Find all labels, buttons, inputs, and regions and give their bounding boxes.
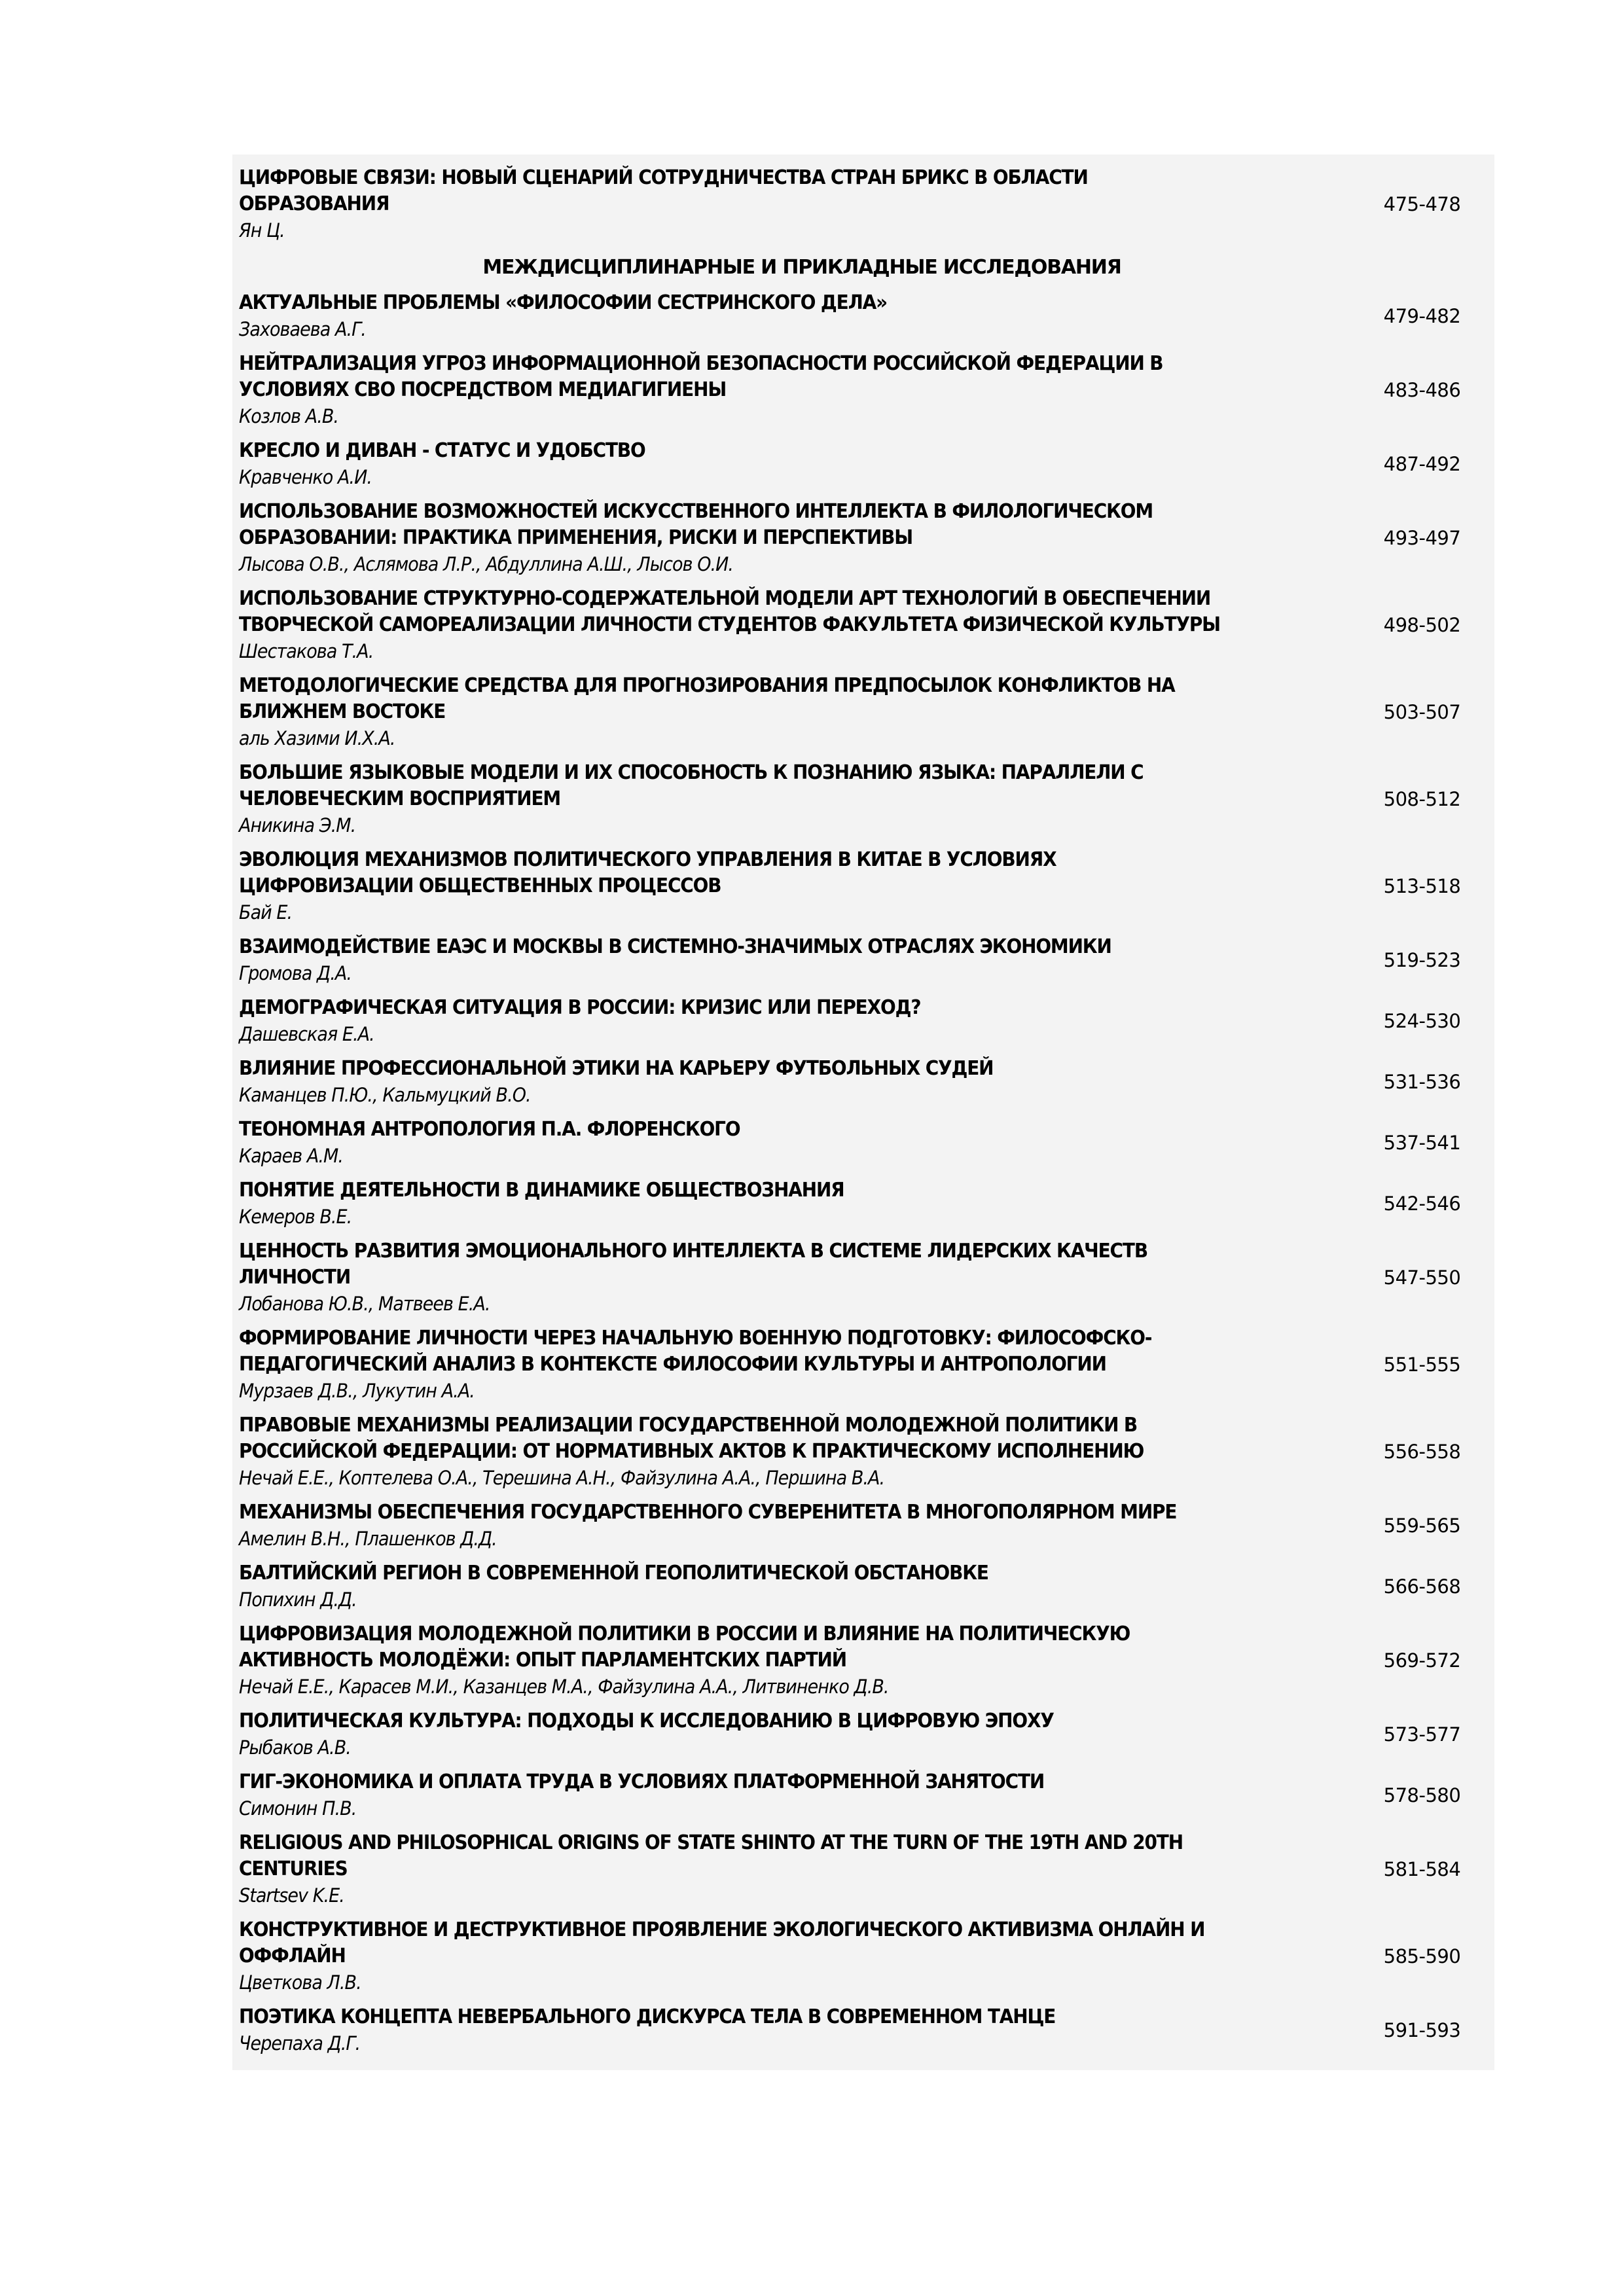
entry-title-line: ОБРАЗОВАНИЯ [239, 192, 389, 215]
entry-pages: 524-530 [1383, 1010, 1461, 1032]
entry-pages: 566-568 [1383, 1575, 1461, 1598]
entry-title-line: ФОРМИРОВАНИЕ ЛИЧНОСТИ ЧЕРЕЗ НАЧАЛЬНУЮ ВОЕННУЮ ПОДГОТОВКУ: ФИЛОСОФСКО- [239, 1327, 1152, 1350]
toc-entry[interactable] [232, 434, 1494, 495]
entry-title-line: ДЕМОГРАФИЧЕСКАЯ СИТУАЦИЯ В РОССИИ: КРИЗИС ИЛИ ПЕРЕХОД? [239, 996, 921, 1019]
entry-pages: 479-482 [1383, 305, 1461, 327]
entry-authors: Симонин П.В. [239, 1797, 357, 1820]
entry-title-line: КОНСТРУКТИВНОЕ И ДЕСТРУКТИВНОЕ ПРОЯВЛЕНИЕ ЭКОЛОГИЧЕСКОГО АКТИВИЗМА ОНЛАЙН И [239, 1918, 1205, 1941]
toc-entry[interactable] [232, 582, 1494, 669]
entry-title-line: ЭВОЛЮЦИЯ МЕХАНИЗМОВ ПОЛИТИЧЕСКОГО УПРАВЛЕНИЯ В КИТАЕ В УСЛОВИЯХ [239, 848, 1056, 871]
entry-text [232, 760, 1374, 838]
entry-text [232, 586, 1374, 664]
entry-pages: 569-572 [1383, 1649, 1461, 1672]
entry-text [232, 1325, 1374, 1404]
toc-entry[interactable] [232, 1113, 1494, 1174]
entry-authors: Попихин Д.Д. [239, 1588, 357, 1611]
entry-text [232, 995, 1374, 1047]
toc-entries [232, 286, 1494, 2061]
entry-text [232, 1117, 1374, 1169]
toc-entry[interactable] [232, 1556, 1494, 1617]
entry-pages: 585-590 [1383, 1945, 1461, 1967]
entry-authors: Бай Е. [239, 901, 293, 924]
toc-entry[interactable] [232, 161, 1494, 248]
entry-pages: 591-593 [1383, 2019, 1461, 2041]
toc-entries-before [232, 161, 1494, 248]
entry-pages: 542-546 [1383, 1193, 1461, 1215]
entry-title-line: КРЕСЛО И ДИВАН - СТАТУС И УДОБСТВО [239, 439, 645, 462]
toc-entry[interactable] [232, 1234, 1494, 1321]
toc-entry[interactable] [232, 1321, 1494, 1408]
entry-title-line: ТВОРЧЕСКОЙ САМОРЕАЛИЗАЦИИ ЛИЧНОСТИ СТУДЕНТОВ ФАКУЛЬТЕТА ФИЗИЧЕСКОЙ КУЛЬТУРЫ [239, 613, 1220, 636]
entry-text [232, 1412, 1374, 1491]
entry-text [232, 1177, 1374, 1230]
entry-authors: Нечай Е.Е., Коптелева О.А., Терешина А.Н., Файзулина А.А., Першина В.А. [239, 1467, 885, 1489]
entry-pages: 559-565 [1383, 1515, 1461, 1537]
entry-pages: 519-523 [1383, 949, 1461, 971]
toc-entry[interactable] [232, 1174, 1494, 1234]
entry-authors: Дашевская Е.А. [239, 1023, 374, 1045]
entry-text [232, 165, 1374, 243]
entry-text [232, 934, 1374, 986]
section-heading: МЕЖДИСЦИПЛИНАРНЫЕ И ПРИКЛАДНЫЕ ИССЛЕДОВАНИЯ [482, 256, 1121, 279]
entry-authors: Нечай Е.Е., Карасев М.И., Казанцев М.А., Файзулина А.А., Литвиненко Д.В. [239, 1676, 889, 1698]
entry-title-line: ВЗАИМОДЕЙСТВИЕ ЕАЭС И МОСКВЫ В СИСТЕМНО-ЗНАЧИМЫХ ОТРАСЛЯХ ЭКОНОМИКИ [239, 935, 1111, 958]
toc-entry[interactable] [232, 843, 1494, 930]
entry-title-line: ЛИЧНОСТИ [239, 1266, 351, 1289]
entry-authors: Кемеров В.Е. [239, 1206, 352, 1228]
entry-text [232, 499, 1374, 577]
entry-text [232, 1056, 1374, 1108]
entry-title-line: ПРАВОВЫЕ МЕХАНИЗМЫ РЕАЛИЗАЦИИ ГОСУДАРСТВЕННОЙ МОЛОДЕЖНОЙ ПОЛИТИКИ В [239, 1414, 1138, 1437]
entry-authors: Заховаева А.Г. [239, 318, 366, 340]
toc-entry[interactable] [232, 669, 1494, 756]
entry-text [232, 290, 1374, 342]
entry-pages: 498-502 [1383, 614, 1461, 636]
entry-text [232, 1830, 1374, 1909]
entry-text [232, 438, 1374, 490]
entry-title-line: МЕТОДОЛОГИЧЕСКИЕ СРЕДСТВА ДЛЯ ПРОГНОЗИРОВАНИЯ ПРЕДПОСЫЛОК КОНФЛИКТОВ НА [239, 674, 1175, 697]
entry-pages: 547-550 [1383, 1266, 1461, 1289]
entry-pages: 513-518 [1383, 875, 1461, 897]
entry-authors: Рыбаков А.В. [239, 1736, 351, 1759]
toc-entry[interactable] [232, 495, 1494, 582]
entry-title-line: ЦЕННОСТЬ РАЗВИТИЯ ЭМОЦИОНАЛЬНОГО ИНТЕЛЛЕКТА В СИСТЕМЕ ЛИДЕРСКИХ КАЧЕСТВ [239, 1240, 1147, 1263]
entry-pages: 573-577 [1383, 1723, 1461, 1746]
entry-authors: Кравченко А.И. [239, 466, 372, 488]
entry-pages: 581-584 [1383, 1858, 1461, 1880]
entry-title-line: ВЛИЯНИЕ ПРОФЕССИОНАЛЬНОЙ ЭТИКИ НА КАРЬЕРУ ФУТБОЛЬНЫХ СУДЕЙ [239, 1057, 994, 1080]
toc-entry[interactable] [232, 756, 1494, 843]
entry-text [232, 1238, 1374, 1317]
entry-text [232, 1708, 1374, 1761]
entry-title-line: ИСПОЛЬЗОВАНИЕ ВОЗМОЖНОСТЕЙ ИСКУССТВЕННОГО ИНТЕЛЛЕКТА В ФИЛОЛОГИЧЕСКОМ [239, 500, 1153, 523]
entry-pages: 531-536 [1383, 1071, 1461, 1093]
toc-entry[interactable] [232, 1913, 1494, 2000]
entry-title-line: УСЛОВИЯХ СВО ПОСРЕДСТВОМ МЕДИАГИГИЕНЫ [239, 378, 727, 401]
entry-text [232, 1499, 1374, 1552]
entry-title-line: ЦИФРОВЫЕ СВЯЗИ: НОВЫЙ СЦЕНАРИЙ СОТРУДНИЧЕСТВА СТРАН БРИКС В ОБЛАСТИ [239, 166, 1088, 189]
entry-pages: 578-580 [1383, 1784, 1461, 1806]
entry-authors: Мурзаев Д.В., Лукутин А.А. [239, 1380, 475, 1402]
entry-authors: Шестакова Т.А. [239, 640, 374, 662]
entry-title-line: БОЛЬШИЕ ЯЗЫКОВЫЕ МОДЕЛИ И ИХ СПОСОБНОСТЬ К ПОЗНАНИЮ ЯЗЫКА: ПАРАЛЛЕЛИ С [239, 761, 1144, 784]
entry-title-line: РОССИЙСКОЙ ФЕДЕРАЦИИ: ОТ НОРМАТИВНЫХ АКТОВ К ПРАКТИЧЕСКОМУ ИСПОЛНЕНИЮ [239, 1440, 1144, 1463]
entry-title-line: ТЕОНОМНАЯ АНТРОПОЛОГИЯ П.А. ФЛОРЕНСКОГО [239, 1118, 740, 1141]
entry-title-line: ИСПОЛЬЗОВАНИЕ СТРУКТУРНО-СОДЕРЖАТЕЛЬНОЙ МОДЕЛИ АРТ ТЕХНОЛОГИЙ В ОБЕСПЕЧЕНИИ [239, 587, 1211, 610]
entry-title-line: МЕХАНИЗМЫ ОБЕСПЕЧЕНИЯ ГОСУДАРСТВЕННОГО СУВЕРЕНИТЕТА В МНОГОПОЛЯРНОМ МИРЕ [239, 1501, 1177, 1524]
entry-title-line: ЧЕЛОВЕЧЕСКИМ ВОСПРИЯТИЕМ [239, 787, 561, 810]
entry-pages: 537-541 [1383, 1132, 1461, 1154]
entry-title-line: ПОЭТИКА КОНЦЕПТА НЕВЕРБАЛЬНОГО ДИСКУРСА ТЕЛА В СОВРЕМЕННОМ ТАНЦЕ [239, 2005, 1056, 2028]
toc-entry[interactable] [232, 347, 1494, 434]
entry-authors: Цветкова Л.В. [239, 1971, 361, 1994]
entry-title-line: ОБРАЗОВАНИИ: ПРАКТИКА ПРИМЕНЕНИЯ, РИСКИ И ПЕРСПЕКТИВЫ [239, 526, 913, 549]
entry-title-line: НЕЙТРАЛИЗАЦИЯ УГРОЗ ИНФОРМАЦИОННОЙ БЕЗОПАСНОСТИ РОССИЙСКОЙ ФЕДЕРАЦИИ В [239, 352, 1163, 375]
entry-pages: 487-492 [1383, 453, 1461, 475]
toc-entry[interactable] [232, 286, 1494, 347]
entry-text [232, 847, 1374, 925]
toc-entry[interactable] [232, 1496, 1494, 1556]
entry-authors: Каманцев П.Ю., Кальмуцкий В.О. [239, 1084, 531, 1106]
entry-text [232, 673, 1374, 751]
entry-text [232, 2004, 1374, 2056]
entry-title-line: CENTURIES [239, 1857, 348, 1880]
entry-pages: 483-486 [1383, 379, 1461, 401]
toc-entry[interactable] [232, 1704, 1494, 1765]
table-of-contents [232, 154, 1494, 2070]
entry-authors: Громова Д.А. [239, 962, 352, 984]
entry-text [232, 1621, 1374, 1700]
toc-entry[interactable] [232, 1617, 1494, 1704]
toc-entry[interactable] [232, 930, 1494, 991]
entry-title-line: ОФФЛАЙН [239, 1945, 346, 1967]
entry-authors: Startsev K.E. [239, 1884, 344, 1907]
entry-authors: Аникина Э.М. [239, 814, 356, 836]
entry-title-line: ПЕДАГОГИЧЕСКИЙ АНАЛИЗ В КОНТЕКСТЕ ФИЛОСОФИИ КУЛЬТУРЫ И АНТРОПОЛОГИИ [239, 1353, 1106, 1376]
entry-pages: 508-512 [1383, 788, 1461, 810]
entry-authors: Ян Ц. [239, 219, 285, 242]
entry-title-line: ПОЛИТИЧЕСКАЯ КУЛЬТУРА: ПОДХОДЫ К ИССЛЕДОВАНИЮ В ЦИФРОВУЮ ЭПОХУ [239, 1710, 1054, 1732]
toc-entry[interactable] [232, 1826, 1494, 1913]
entry-authors: Амелин В.Н., Плашенков Д.Д. [239, 1528, 497, 1550]
entry-title-line: ЦИФРОВИЗАЦИИ ОБЩЕСТВЕННЫХ ПРОЦЕССОВ [239, 874, 721, 897]
entry-title-line: ГИГ-ЭКОНОМИКА И ОПЛАТА ТРУДА В УСЛОВИЯХ ПЛАТФОРМЕННОЙ ЗАНЯТОСТИ [239, 1770, 1045, 1793]
entry-text [232, 1917, 1374, 1996]
entry-title-line: ПОНЯТИЕ ДЕЯТЕЛЬНОСТИ В ДИНАМИКЕ ОБЩЕСТВОЗНАНИЯ [239, 1179, 844, 1202]
toc-entry[interactable] [232, 991, 1494, 1052]
entry-pages: 503-507 [1383, 701, 1461, 723]
entry-title-line: БАЛТИЙСКИЙ РЕГИОН В СОВРЕМЕННОЙ ГЕОПОЛИТИЧЕСКОЙ ОБСТАНОВКЕ [239, 1562, 988, 1585]
entry-text [232, 351, 1374, 429]
entry-pages: 475-478 [1383, 193, 1461, 215]
entry-authors: Козлов А.В. [239, 405, 339, 427]
entry-authors: Черепаха Д.Г. [239, 2032, 361, 2054]
entry-authors: Лысова О.В., Аслямова Л.Р., Абдуллина А.Ш., Лысов О.И. [239, 553, 734, 575]
toc-entry[interactable] [232, 1765, 1494, 1826]
entry-authors: Лобанова Ю.В., Матвеев Е.А. [239, 1293, 490, 1315]
entry-authors: Караев А.М. [239, 1145, 344, 1167]
entry-title-line: АКТИВНОСТЬ МОЛОДЁЖИ: ОПЫТ ПАРЛАМЕНТСКИХ ПАРТИЙ [239, 1649, 846, 1672]
entry-title-line: ЦИФРОВИЗАЦИЯ МОЛОДЕЖНОЙ ПОЛИТИКИ В РОССИИ И ВЛИЯНИЕ НА ПОЛИТИЧЕСКУЮ [239, 1623, 1130, 1645]
toc-entry[interactable] [232, 1052, 1494, 1113]
entry-pages: 556-558 [1383, 1441, 1461, 1463]
entry-title-line: RELIGIOUS AND PHILOSOPHICAL ORIGINS OF STATE SHINTO AT THE TURN OF THE 19TH AND 20TH [239, 1831, 1183, 1854]
toc-entry[interactable] [232, 1408, 1494, 1496]
entry-title-line: БЛИЖНЕМ ВОСТОКЕ [239, 700, 446, 723]
entry-pages: 493-497 [1383, 527, 1461, 549]
entry-text [232, 1769, 1374, 1821]
toc-entry[interactable] [232, 2000, 1494, 2061]
entry-title-line: АКТУАЛЬНЫЕ ПРОБЛЕМЫ «ФИЛОСОФИИ СЕСТРИНСКОГО ДЕЛА» [239, 291, 888, 314]
entry-authors: аль Хазими И.Х.А. [239, 727, 395, 749]
entry-text [232, 1560, 1374, 1613]
entry-pages: 551-555 [1383, 1354, 1461, 1376]
